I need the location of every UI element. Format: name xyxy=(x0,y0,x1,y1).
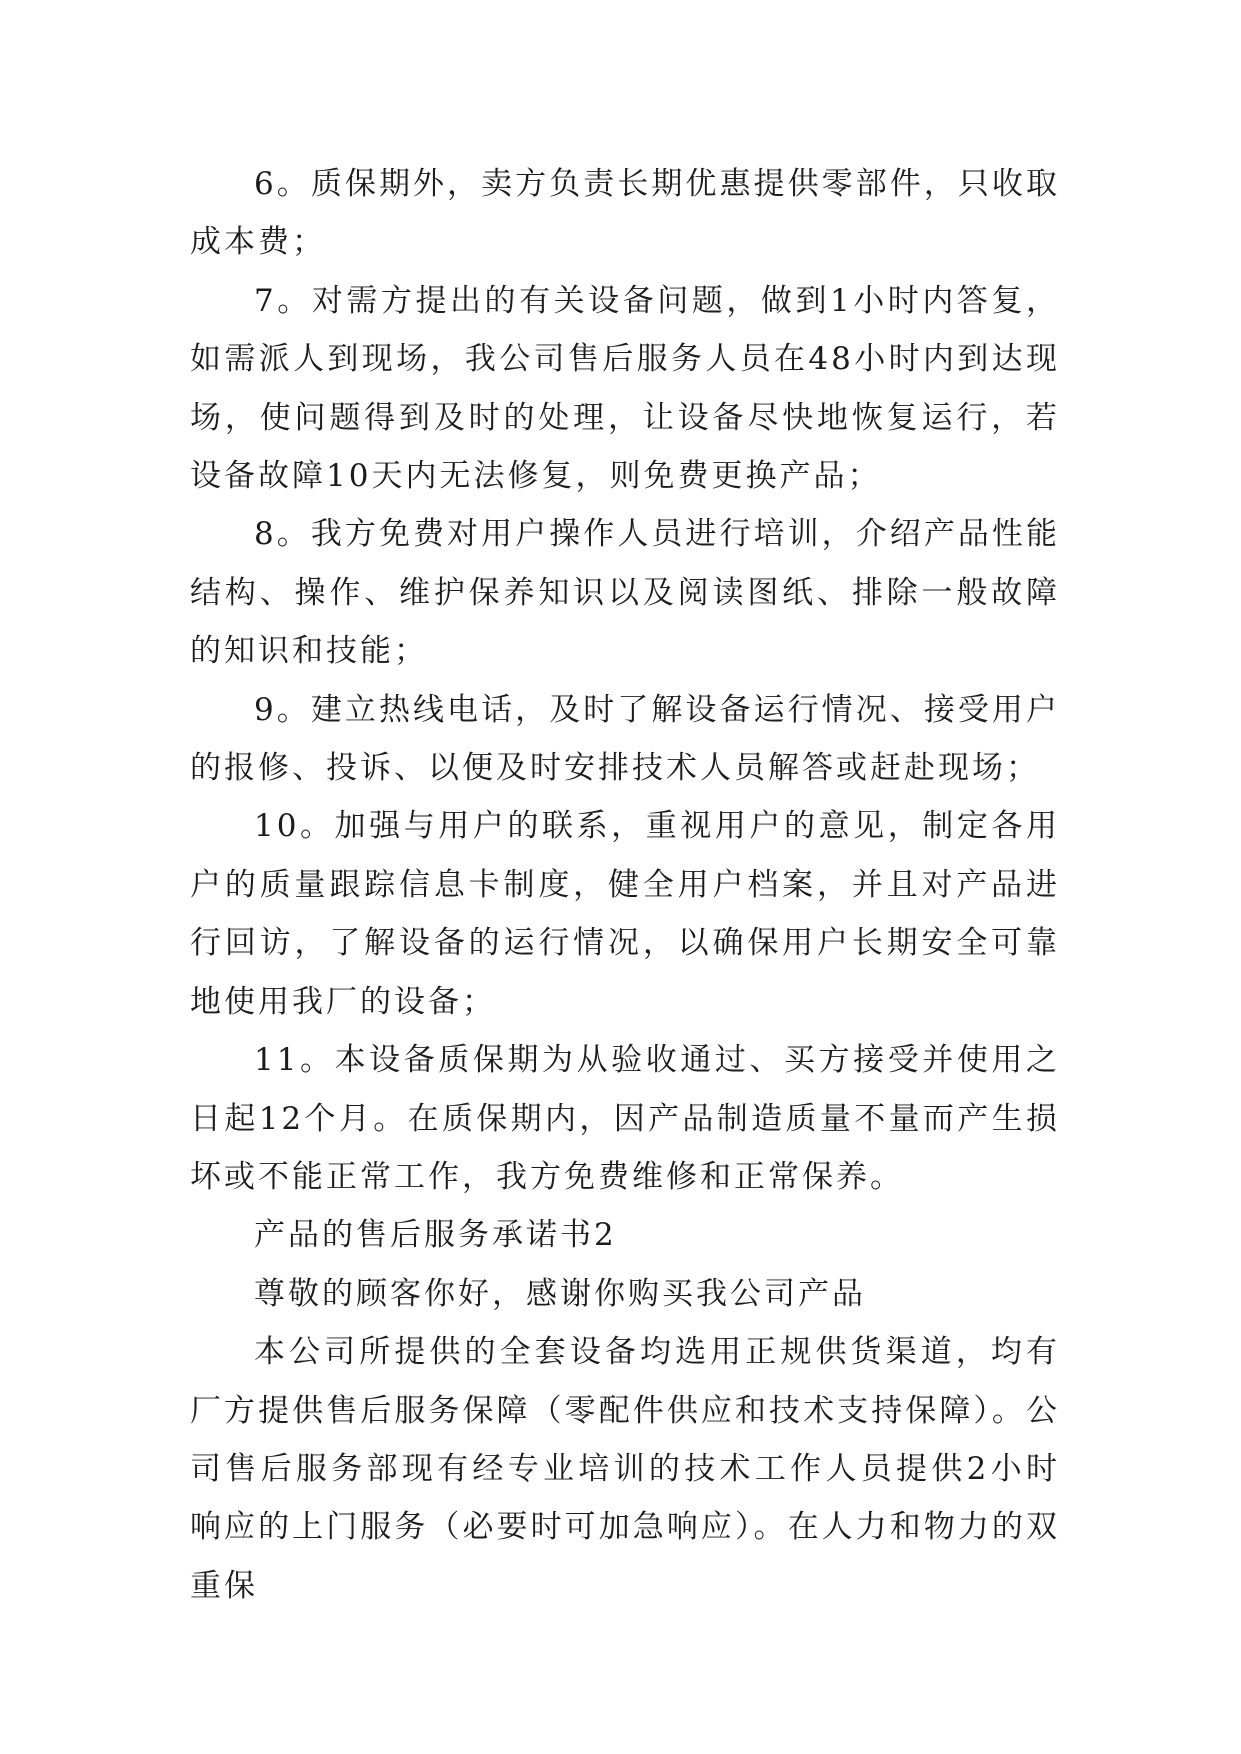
paragraph-item-10: 10。加强与用户的联系，重视用户的意见，制定各用户的质量跟踪信息卡制度，健全用户档案，并且对产品进行回访，了解设备的运行情况，以确保用户长期安全可靠地使用我厂的设备； xyxy=(190,808,1060,1020)
closing-paragraph: 本公司所提供的全套设备均选用正规供货渠道，均有厂方提供售后服务保障（零配件供应和技术支持保障）。公司售后服务部现有经专业培训的技术工作人员提供2小时响应的上门服务（必要时可加急响应）。在人力和物力的双重保 xyxy=(190,1334,1060,1604)
paragraph-item-9: 9。建立热线电话，及时了解设备运行情况、接受用户的报修、投诉、以便及时安排技术人员解答或赶赴现场； xyxy=(190,691,1060,787)
paragraph-item-6: 6。质保期外，卖方负责长期优惠提供零部件，只收取成本费； xyxy=(190,166,1060,261)
greeting-line: 尊敬的顾客你好，感谢你购买我公司产品 xyxy=(254,1275,866,1312)
paragraph-item-11: 11。本设备质保期为从验收通过、买方接受并使用之日起12个月。在质保期内，因产品制造质量不量而产生损坏或不能正常工作，我方免费维修和正常保养。 xyxy=(190,1042,1060,1195)
section-title: 产品的售后服务承诺书2 xyxy=(254,1217,617,1254)
paragraph-item-8: 8。我方免费对用户操作人员进行培训，介绍产品性能结构、操作、维护保养知识以及阅读图纸、排除一般故障的知识和技能； xyxy=(190,516,1060,670)
paragraph-item-7: 7。对需方提出的有关设备问题，做到1小时内答复，如需派人到现场，我公司售后服务人员在48小时内到达现场，使问题得到及时的处理，让设备尽快地恢复运行，若设备故障10天内无法修复，则免费更换产品； xyxy=(190,282,1060,495)
document-body xyxy=(190,155,1060,1615)
